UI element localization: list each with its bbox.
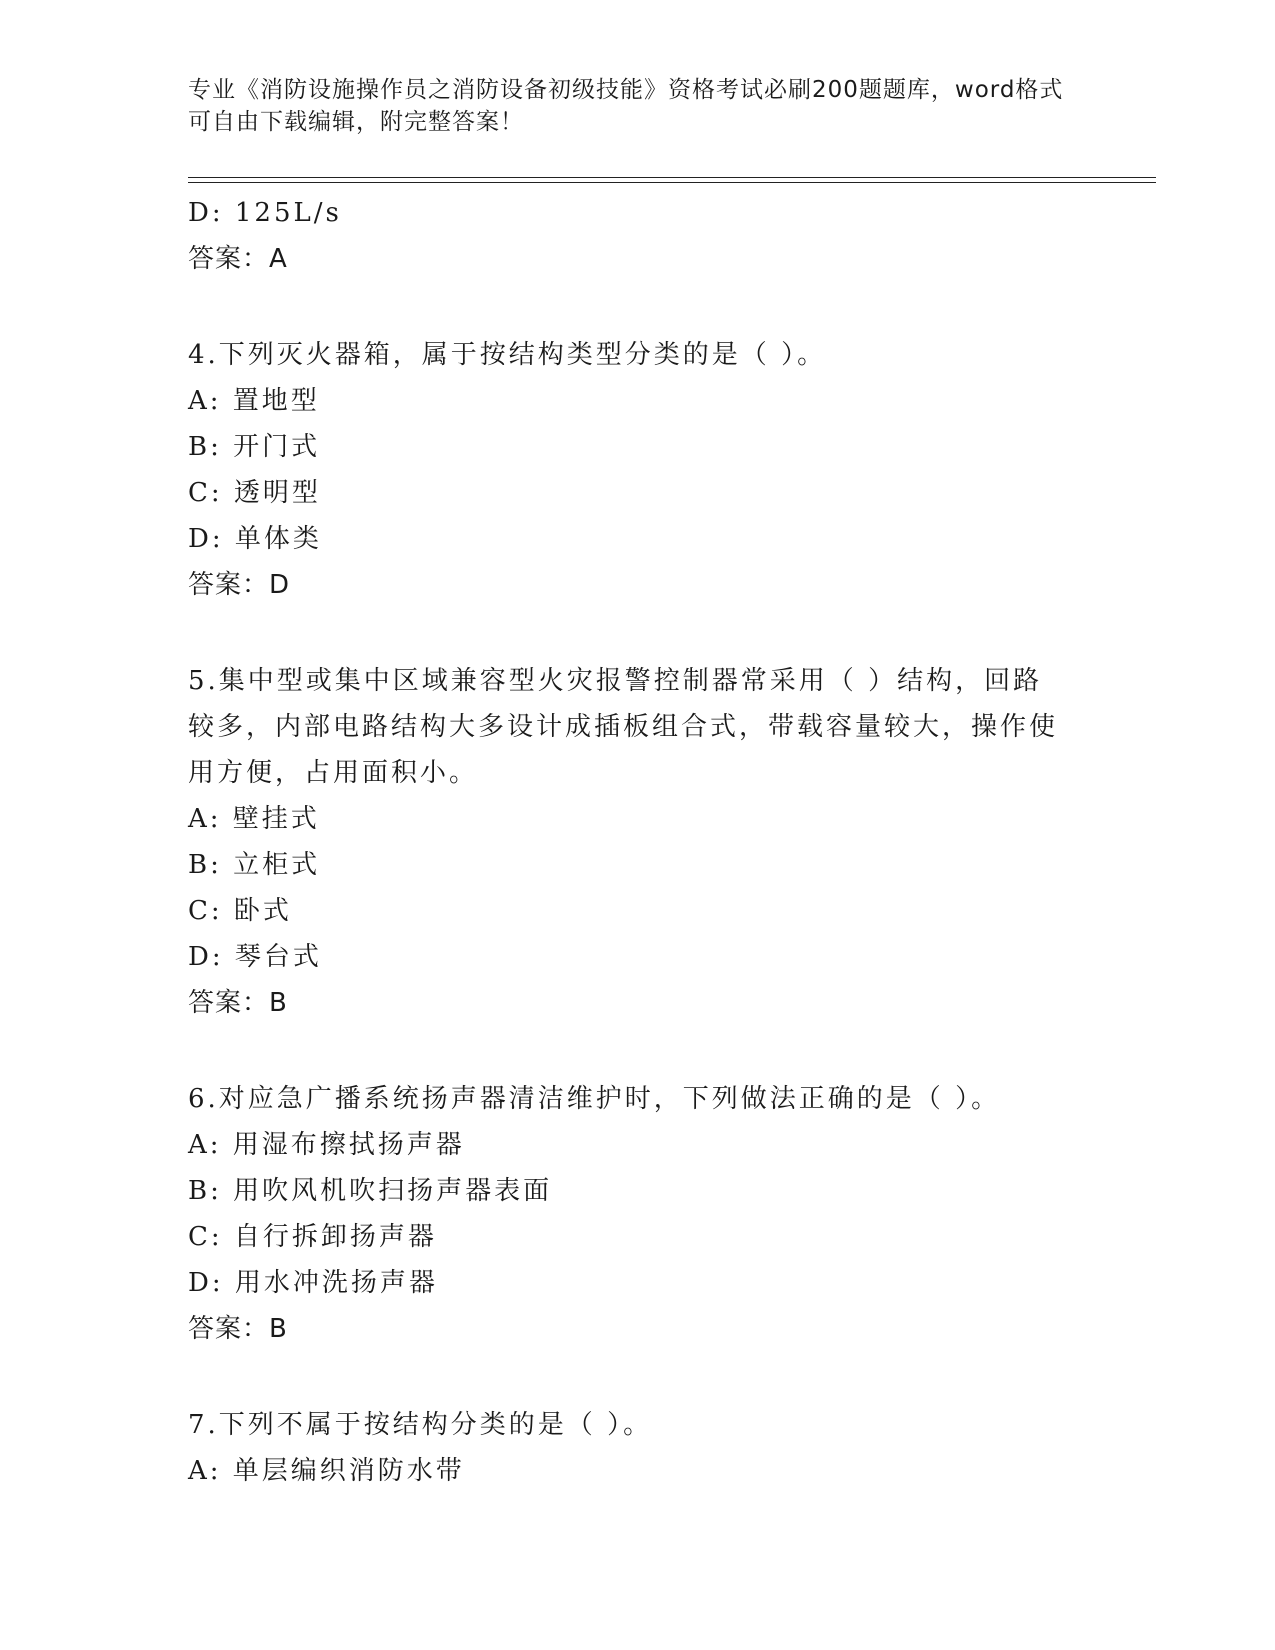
answer-line: 答案：B (188, 988, 288, 1018)
option-d: D: 125L/s (188, 198, 342, 228)
option-d: D: 用水冲洗扬声器 (188, 1268, 438, 1298)
header-rule-bottom (188, 182, 1156, 183)
option-b: B: 立柜式 (188, 850, 321, 880)
answer-line: 答案：B (188, 1314, 288, 1344)
question-6 (188, 1076, 1068, 1352)
option-a: A: 置地型 (188, 386, 320, 416)
question-stem: 7.下列不属于按结构分类的是（ ）。 (188, 1410, 653, 1440)
header-rule-top (188, 177, 1156, 178)
option-a: A: 单层编织消防水带 (188, 1456, 465, 1486)
question-stem: 4.下列灭火器箱，属于按结构类型分类的是（ ）。 (188, 340, 827, 370)
option-b: B: 用吹风机吹扫扬声器表面 (188, 1176, 553, 1206)
document-header: 专业《消防设施操作员之消防设备初级技能》资格考试必刷200题题库，word格式可自由下载编辑，附完整答案！ (188, 77, 1064, 135)
option-c: C: 自行拆卸扬声器 (188, 1222, 437, 1252)
question-7 (188, 1402, 1068, 1494)
option-a: A: 壁挂式 (188, 804, 320, 834)
question-stem: 5.集中型或集中区域兼容型火灾报警控制器常采用（ ）结构，回路较多，内部电路结构大多设计成插板组合式，带载容量较大，操作使用方便，占用面积小。 (188, 666, 1059, 788)
option-c: C: 卧式 (188, 896, 292, 926)
question-4 (188, 332, 1068, 608)
option-a: A: 用湿布擦拭扬声器 (188, 1130, 465, 1160)
answer-line: 答案：A (188, 244, 288, 274)
answer-line: 答案：D (188, 570, 291, 600)
question-list (188, 190, 1068, 1494)
question-stem: 6.对应急广播系统扬声器清洁维护时，下列做法正确的是（ ）。 (188, 1084, 1001, 1114)
option-b: B: 开门式 (188, 432, 321, 462)
question-5 (188, 658, 1068, 1026)
option-d: D: 琴台式 (188, 942, 322, 972)
option-c: C: 透明型 (188, 478, 321, 508)
option-d: D: 单体类 (188, 524, 322, 554)
